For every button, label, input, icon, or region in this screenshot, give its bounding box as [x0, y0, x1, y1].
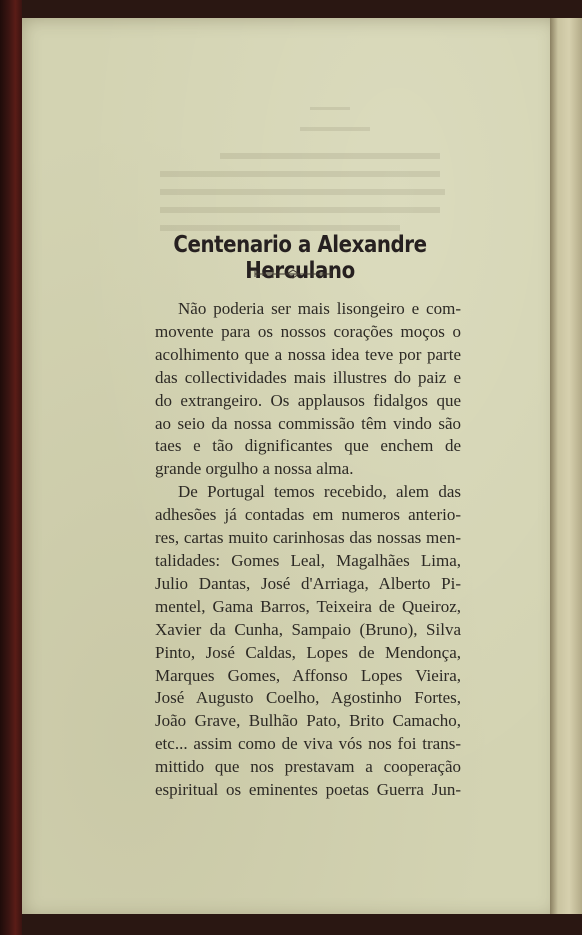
text-line: acolhimento que a nossa idea teve por parte	[155, 344, 461, 364]
text-line: Julio Dantas, José d'Arriaga, Alberto Pi-	[155, 573, 461, 593]
text-line: Não poderia ser mais lisongeiro e com-	[178, 299, 461, 318]
article-title: Centenario a Alexandre Herculano	[173, 232, 427, 284]
text-line: Pinto, José Caldas, Lopes de Mendonça,	[155, 642, 461, 662]
scan-border	[22, 914, 582, 935]
text-line: mentel, Gama Barros, Teixeira de Queiroz,	[155, 596, 461, 616]
title-ornament	[253, 268, 333, 280]
show-through-text	[160, 105, 450, 245]
text-line: adhesões já contadas em numeros anterio-	[155, 505, 461, 525]
text-line: das collectividades mais illustres do paiz e	[155, 367, 461, 387]
paragraph-2	[155, 481, 461, 802]
article-body	[155, 298, 461, 802]
text-line: grande orgulho a nossa alma.	[155, 459, 354, 479]
text-line: do extrangeiro. Os applausos fidalgos que	[155, 390, 461, 410]
text-line: Xavier da Cunha, Sampaio (Bruno), Silva	[155, 619, 461, 639]
text-line: José Augusto Coelho, Agostinho Fortes,	[155, 688, 461, 708]
text-line: ao seio da nossa commissão têm vindo são	[155, 413, 461, 433]
text-line: espiritual os eminentes poetas Guerra Jun-	[155, 780, 461, 800]
show-through-marks	[160, 105, 450, 245]
text-line: mittido que nos prestavam a cooperação	[155, 757, 461, 777]
paragraph-1	[155, 298, 461, 481]
text-line: etc... assim como de viva vós nos foi trans-	[155, 734, 461, 754]
page-edge-strip	[550, 18, 582, 918]
text-line: movente para os nossos corações moços o	[155, 321, 461, 341]
text-line: Marques Gomes, Affonso Lopes Vieira,	[155, 665, 461, 685]
text-line: taes e tão dignificantes que enchem de	[155, 436, 461, 456]
text-line: De Portugal temos recebido, alem das	[178, 482, 461, 502]
text-line: talidades: Gomes Leal, Magalhães Lima,	[155, 550, 461, 570]
text-line: res, cartas muito carinhosas das nossas men-	[155, 528, 461, 548]
book-binding-edge	[0, 0, 22, 935]
text-line: João Grave, Bulhão Pato, Brito Camacho,	[155, 711, 461, 731]
